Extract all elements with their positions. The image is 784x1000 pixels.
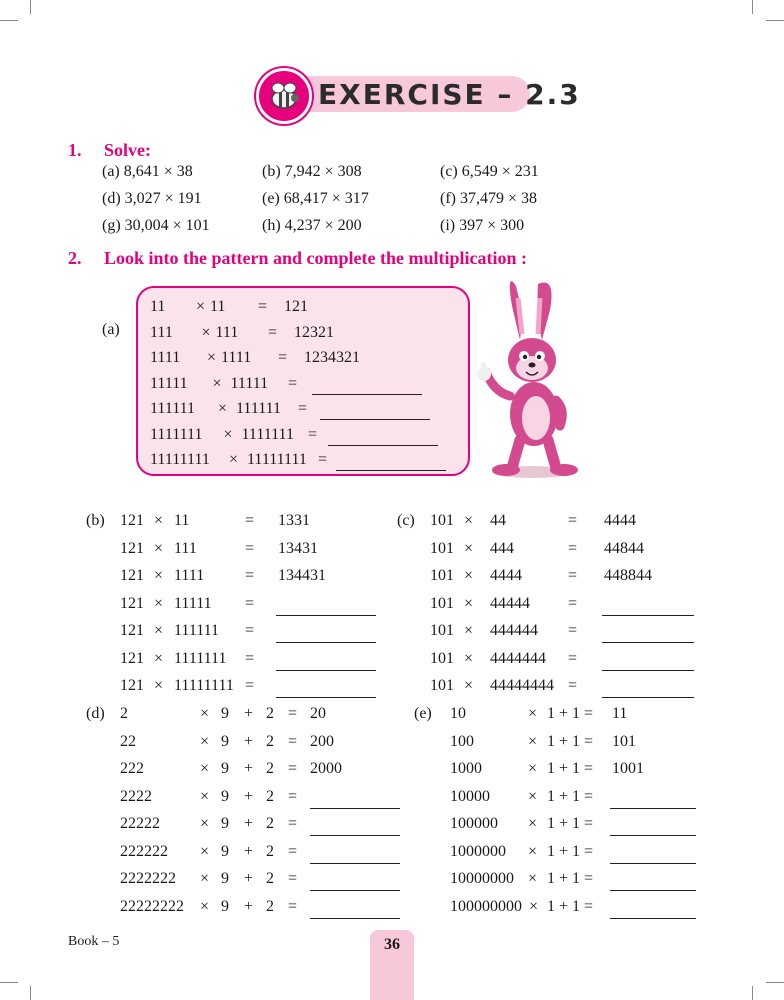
q1-item: (f) 37,479 × 38	[440, 190, 538, 207]
times-sign: ×	[528, 787, 538, 805]
question-number-1: 1.	[68, 140, 82, 160]
b-multiplier: 11	[174, 512, 190, 529]
plus-sign: +	[244, 705, 254, 722]
equals-sign: =	[568, 594, 578, 612]
times-sign: ×	[200, 815, 210, 832]
times-sign: ×	[200, 705, 210, 722]
pattern-lhs: 111	[150, 323, 173, 341]
d-result: 200	[310, 732, 334, 750]
answer-blank[interactable]	[610, 863, 696, 864]
times-sign: ×	[528, 842, 538, 860]
pattern-result: 1234321	[304, 349, 360, 366]
q1-item: (b) 7,942 × 308	[262, 163, 362, 180]
answer-blank[interactable]	[276, 615, 376, 616]
times-sign: ×	[196, 298, 206, 315]
c-result: 4444	[604, 512, 636, 529]
d-two: 2	[266, 732, 274, 750]
c-multiplier: 444444	[490, 622, 538, 639]
c-multiplicand: 101	[430, 594, 454, 612]
pattern-result: 121	[284, 298, 308, 315]
answer-blank[interactable]	[610, 835, 696, 836]
question-heading-2: Look into the pattern and complete the multiplication :	[104, 248, 527, 268]
d-number: 222222	[120, 842, 168, 860]
part-b-label: (b)	[86, 512, 105, 529]
d-nine: 9	[221, 870, 229, 887]
pattern-rhs: 111111	[236, 400, 282, 417]
times-sign: ×	[464, 594, 474, 612]
b-multiplier: 11111	[174, 594, 212, 612]
answer-blank[interactable]	[310, 808, 400, 809]
d-nine: 9	[221, 732, 229, 750]
equals-sign: =	[245, 594, 255, 612]
times-sign: ×	[154, 539, 164, 557]
equals-sign: =	[288, 760, 298, 777]
plus-sign: +	[244, 897, 254, 915]
answer-blank[interactable]	[602, 642, 694, 643]
times-sign: ×	[200, 787, 210, 805]
e-plus-one: 1 + 1 =	[547, 815, 594, 832]
plus-sign: +	[244, 732, 254, 750]
d-number: 2222222	[120, 870, 176, 887]
b-result: 13431	[278, 539, 318, 557]
answer-blank[interactable]	[320, 419, 430, 420]
c-result: 44844	[604, 539, 644, 557]
d-result: 20	[310, 705, 326, 722]
crop-mark	[30, 0, 31, 14]
equals-sign: =	[568, 677, 578, 694]
d-nine: 9	[221, 787, 229, 805]
d-number: 2222	[120, 787, 152, 805]
answer-blank[interactable]	[276, 697, 376, 698]
d-number: 222	[120, 760, 144, 777]
c-multiplier: 4444444	[490, 649, 546, 667]
part-d-label: (d)	[86, 705, 105, 722]
times-sign: ×	[464, 512, 474, 529]
answer-blank[interactable]	[310, 863, 400, 864]
pattern-lhs: 1111	[150, 349, 181, 366]
e-result: 1001	[612, 760, 644, 777]
c-multiplicand: 101	[430, 622, 454, 639]
d-number: 2	[120, 705, 128, 722]
crop-mark	[766, 20, 784, 21]
equals-sign: =	[258, 298, 268, 315]
b-multiplier: 1111	[174, 567, 205, 584]
d-number: 22222222	[120, 897, 184, 915]
question-number-2: 2.	[68, 248, 82, 268]
plus-sign: +	[244, 815, 254, 832]
equals-sign: =	[245, 622, 255, 639]
equals-sign: =	[288, 705, 298, 722]
equals-sign: =	[568, 512, 578, 529]
d-nine: 9	[221, 705, 229, 722]
times-sign: ×	[464, 567, 474, 584]
q1-item: (a) 8,641 × 38	[102, 163, 193, 180]
equals-sign: =	[245, 567, 255, 584]
equals-sign: =	[568, 539, 578, 557]
times-sign: ×	[528, 815, 538, 832]
pattern-rhs: 11	[210, 298, 226, 315]
e-plus-one: 1 + 1 =	[547, 842, 594, 860]
c-result: 448844	[604, 567, 652, 584]
d-nine: 9	[221, 815, 229, 832]
b-multiplicand: 121	[120, 512, 144, 529]
c-multiplicand: 101	[430, 649, 454, 667]
e-plus-one: 1 + 1 =	[547, 897, 594, 915]
answer-blank[interactable]	[610, 808, 696, 809]
times-sign: ×	[212, 374, 222, 392]
e-result: 11	[612, 705, 628, 722]
b-result: 1331	[278, 512, 310, 529]
pattern-lhs: 111111	[150, 400, 196, 417]
times-sign: ×	[223, 425, 233, 443]
b-multiplier: 11111111	[174, 677, 234, 694]
e-number: 10	[450, 705, 466, 722]
equals-sign: =	[288, 374, 298, 392]
times-sign: ×	[229, 451, 239, 468]
d-two: 2	[266, 815, 274, 832]
equals-sign: =	[568, 622, 578, 639]
d-nine: 9	[221, 760, 229, 777]
b-multiplier: 111	[174, 539, 197, 557]
plus-sign: +	[244, 787, 254, 805]
crop-mark	[766, 982, 784, 983]
e-plus-one: 1 + 1 =	[547, 870, 594, 887]
d-two: 2	[266, 705, 274, 722]
equals-sign: =	[288, 870, 298, 887]
times-sign: ×	[200, 897, 210, 915]
times-sign: ×	[154, 649, 164, 667]
times-sign: ×	[528, 732, 538, 750]
answer-blank[interactable]	[336, 470, 446, 471]
c-multiplicand: 101	[430, 512, 454, 529]
pattern-lhs: 1111111	[150, 425, 203, 443]
answer-blank[interactable]	[312, 394, 422, 395]
plus-sign: +	[244, 760, 254, 777]
pattern-lhs: 11111	[150, 374, 188, 392]
times-sign: ×	[200, 760, 210, 777]
page-number: 36	[384, 936, 400, 953]
times-sign: ×	[529, 897, 539, 915]
answer-blank[interactable]	[328, 445, 438, 446]
e-plus-one: 1 + 1 =	[547, 760, 594, 777]
bee-icon-graphic	[259, 71, 309, 121]
book-label: Book – 5	[68, 934, 120, 949]
e-number: 100	[450, 732, 474, 750]
times-sign: ×	[154, 677, 164, 694]
equals-sign: =	[245, 512, 255, 529]
times-sign: ×	[200, 842, 210, 860]
answer-blank[interactable]	[310, 918, 400, 919]
equals-sign: =	[298, 400, 308, 417]
e-plus-one: 1 + 1 =	[547, 732, 594, 750]
times-sign: ×	[464, 649, 474, 667]
c-multiplicand: 101	[430, 677, 454, 694]
answer-blank[interactable]	[276, 642, 376, 643]
times-sign: ×	[464, 539, 474, 557]
d-two: 2	[266, 870, 274, 887]
answer-blank[interactable]	[310, 835, 400, 836]
b-result: 134431	[278, 567, 326, 584]
equals-sign: =	[568, 567, 578, 584]
bee-icon	[256, 68, 312, 124]
d-number: 22	[120, 732, 136, 750]
equals-sign: =	[318, 451, 328, 468]
b-multiplicand: 121	[120, 622, 144, 639]
exercise-title: EXERCISE – 2.3	[318, 78, 581, 111]
b-multiplicand: 121	[120, 649, 144, 667]
times-sign: ×	[200, 870, 210, 887]
c-multiplicand: 101	[430, 567, 454, 584]
times-sign: ×	[528, 870, 538, 887]
d-result: 2000	[310, 760, 342, 777]
part-a-label: (a)	[102, 321, 120, 338]
b-multiplier: 111111	[174, 622, 220, 639]
d-two: 2	[266, 787, 274, 805]
pattern-rhs: 1111	[221, 349, 252, 366]
pattern-result: 12321	[294, 323, 334, 341]
pattern-rhs: 11111	[230, 374, 269, 392]
q1-item: (e) 68,417 × 317	[262, 190, 369, 207]
equals-sign: =	[278, 349, 288, 366]
answer-blank[interactable]	[602, 670, 694, 671]
b-multiplicand: 121	[120, 539, 144, 557]
times-sign: ×	[464, 622, 474, 639]
equals-sign: =	[568, 649, 578, 667]
pattern-rhs: 111	[215, 323, 239, 341]
e-number: 1000	[450, 760, 482, 777]
bunny-illustration	[476, 276, 588, 480]
times-sign: ×	[218, 400, 228, 417]
times-sign: ×	[528, 705, 538, 722]
d-nine: 9	[221, 842, 229, 860]
b-multiplicand: 121	[120, 677, 144, 694]
part-e-label: (e)	[414, 705, 432, 722]
e-plus-one: 1 + 1 =	[547, 787, 594, 805]
equals-sign: =	[245, 649, 255, 667]
q1-item: (c) 6,549 × 231	[440, 163, 539, 180]
equals-sign: =	[288, 787, 298, 805]
equals-sign: =	[288, 897, 298, 915]
c-multiplier: 4444	[490, 567, 522, 584]
e-number: 10000000	[450, 870, 514, 887]
crop-mark	[752, 986, 753, 1000]
times-sign: ×	[201, 323, 211, 341]
d-two: 2	[266, 760, 274, 777]
b-multiplicand: 121	[120, 567, 144, 584]
q1-item: (h) 4,237 × 200	[262, 217, 362, 234]
d-two: 2	[266, 897, 274, 915]
plus-sign: +	[244, 870, 254, 887]
e-number: 100000	[450, 815, 498, 832]
equals-sign: =	[268, 323, 278, 341]
c-multiplicand: 101	[430, 539, 454, 557]
crop-mark	[0, 982, 18, 983]
equals-sign: =	[288, 842, 298, 860]
equals-sign: =	[245, 539, 255, 557]
d-nine: 9	[221, 897, 229, 915]
equals-sign: =	[308, 425, 318, 443]
times-sign: ×	[200, 732, 210, 750]
c-multiplier: 44444444	[490, 677, 554, 694]
e-number: 100000000	[450, 897, 522, 915]
q1-item: (i) 397 × 300	[440, 217, 525, 234]
d-number: 22222	[120, 815, 160, 832]
q1-item: (g) 30,004 × 101	[102, 217, 210, 234]
answer-blank[interactable]	[276, 670, 376, 671]
times-sign: ×	[207, 349, 217, 366]
times-sign: ×	[154, 594, 164, 612]
answer-blank[interactable]	[310, 890, 400, 891]
pattern-lhs: 11	[150, 298, 166, 315]
b-multiplicand: 121	[120, 594, 144, 612]
times-sign: ×	[464, 677, 474, 694]
times-sign: ×	[154, 512, 164, 529]
e-result: 101	[612, 732, 636, 750]
crop-mark	[30, 986, 31, 1000]
q1-item: (d) 3,027 × 191	[102, 190, 202, 207]
b-multiplier: 1111111	[174, 649, 227, 667]
e-plus-one: 1 + 1 =	[547, 705, 594, 722]
crop-mark	[752, 0, 753, 14]
answer-blank[interactable]	[602, 697, 694, 698]
answer-blank[interactable]	[610, 918, 696, 919]
c-multiplier: 44444	[490, 594, 530, 612]
c-multiplier: 44	[490, 512, 506, 529]
pattern-lhs: 11111111	[150, 451, 210, 468]
equals-sign: =	[288, 815, 298, 832]
crop-mark	[0, 20, 18, 21]
c-multiplier: 444	[490, 539, 514, 557]
answer-blank[interactable]	[610, 890, 696, 891]
equals-sign: =	[288, 732, 298, 750]
times-sign: ×	[154, 567, 164, 584]
question-heading-1: Solve:	[104, 140, 151, 160]
e-number: 1000000	[450, 842, 506, 860]
plus-sign: +	[244, 842, 254, 860]
pattern-rhs: 11111111	[247, 451, 307, 468]
d-two: 2	[266, 842, 274, 860]
times-sign: ×	[528, 760, 538, 777]
answer-blank[interactable]	[602, 615, 694, 616]
e-number: 10000	[450, 787, 490, 805]
times-sign: ×	[154, 622, 164, 639]
equals-sign: =	[245, 677, 255, 694]
part-c-label: (c)	[397, 512, 415, 529]
pattern-rhs: 1111111	[241, 425, 294, 443]
